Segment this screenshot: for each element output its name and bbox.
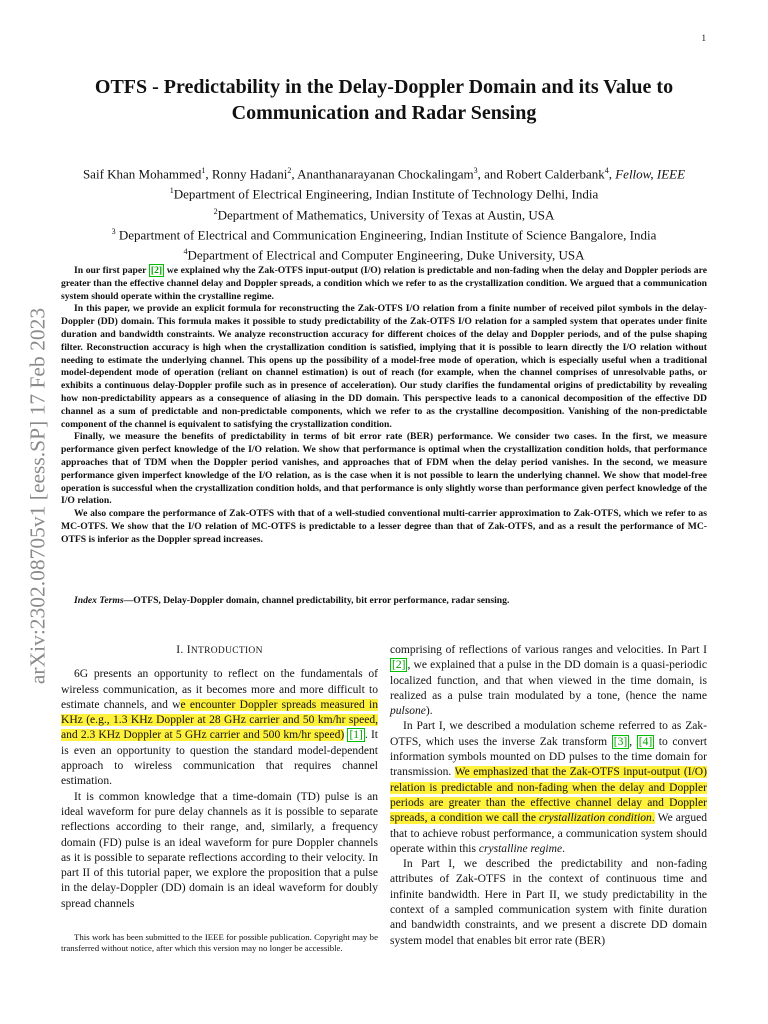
affiliation-superscript: 2 [213,206,218,216]
affiliation-superscript: 1 [169,186,174,196]
author-fellow-note: Fellow, IEEE [615,166,686,182]
emphasis-text: crystallization condition [539,812,652,825]
author-superscript: 4 [604,166,609,175]
affiliation-superscript: 3 [111,226,116,236]
abstract-paragraph [61,265,707,303]
body-text: We argued that to achieve robust performance, a communication system should operate within this [390,812,707,855]
body-text: , we explained that a pulse in the DD domain is a quasi-periodic localized function, and that when viewed in the time domain, is realized as a pulse train modulated by a tone, (hence the name [390,659,707,702]
affiliation-text: Department of Electrical and Communication Engineering, Indian Institute of Science Bangalore, India [115,227,657,243]
title-line-1: OTFS - Predictability in the Delay-Doppler Domain and its Value to [94,76,674,98]
affiliation-3 [60,223,708,243]
affiliation-text: Department of Mathematics, University of Texas at Austin, USA [217,206,555,222]
arxiv-identifier[interactable]: arXiv:2302.08705v1 [eess.SP] 17 Feb 2023 [25,307,50,685]
affiliation-1 [60,182,708,202]
body-text: ). [425,705,433,718]
body-text: , [629,735,637,748]
left-column [61,643,378,912]
citation-link[interactable]: [4] [638,735,653,748]
abstract-text: In our first paper [74,265,149,276]
body-paragraph [390,643,707,719]
body-text: In Part I, we described a modulation scheme referred to as Zak-OTFS, which uses the inverse Zak transform [390,720,707,748]
abstract-text: we explained why the Zak-OTFS input-output (I/O) relation is predictable and non-fading when the delay and Doppler periods are greater than the effective channel delay and Doppler spreads, a condition which we refer to as the crystallization condition. We argued that a communication system should operate within the crystalline regime. [61,265,707,302]
body-paragraph: In Part I, we described the predictability and non-fading attributes of Zak-OTFS in the context of continuous time and infinite bandwidth. Here in Part II, we study predictability in the context of a sampled communication system with finite duration and bandwidth constraints, and we present a discrete DD domain system model that enables bit error rate (BER) [390,858,707,947]
affiliation-superscript: 4 [183,247,188,257]
author-superscript: 3 [473,166,478,175]
body-text: . [562,842,565,855]
index-terms-text: —OTFS, Delay-Doppler domain, channel predictability, bit error performance, radar sensing. [123,595,510,606]
body-text: to convert information symbols mounted on DD pulses to the time domain for transmission. [390,735,707,779]
author-block [60,162,708,264]
footnote [61,932,378,955]
emphasis-text: pulsone [390,705,426,718]
affiliation-4 [60,243,708,263]
author-name: Ananthanarayanan Chockalingam [297,166,474,182]
author-superscript: 1 [201,166,206,175]
index-terms [61,595,707,606]
section-number: I. I [176,644,191,656]
right-column [390,643,707,949]
emphasis-text: crystalline regime [478,842,563,855]
highlighted-text-part: We emphasized that the Zak-OTFS input-output (I/O) relation is predictable and non-fading when the delay and Doppler periods are greater than the effective channel delay and Doppler spreads, a condition we call the [390,766,707,825]
abstract [61,265,707,547]
footnote-text: This work has been submitted to the IEEE for possible publication. Copyright may be transferred without notice, after which this version may no longer be accessible. [61,932,378,954]
highlighted-text: e encounter Doppler spreads measured in KHz (e.g., 1.3 KHz Doppler at 28 GHz carrier and 50 km/hr speed, and 2.3 KHz Doppler at 5 GHz carrier and 500 km/hr speed) [61,698,378,742]
paper-title [60,74,708,126]
section-heading [61,643,378,659]
body-paragraph [61,667,378,789]
abstract-paragraph: Finally, we measure the benefits of predictability in terms of bit error rate (BER) performance. We consider two cases. In the first, we measure performance given perfect knowledge of the I/O relation. We show that performance is optimal when the crystallization condition holds, that performance approaches that of TDM when the Doppler period vanishes, and approaches that of FDM when the delay period vanishes. In the second, we measure performance given imperfect knowledge of the I/O relation, as is the case when it is not possible to learn the underlying channel. We show that model-free operation is successful when the crystallization condition holds, and that performance is only slightly worse than performance given perfect knowledge of the I/O relation. [61,431,707,507]
abstract-paragraph: We also compare the performance of Zak-OTFS with that of a well-studied conventional multi-carrier approximation to Zak-OTFS, which we refer to as MC-OTFS. We show that the I/O relation of MC-OTFS is predictable to a lesser degree than that of Zak-OTFS, and as a result the performance of MC-OTFS is inferior as the Doppler spread increases. [61,508,707,545]
body-text: 6G presents an opportunity to reflect on the fundamentals of wireless communication, as it becomes more and more difficult to estimate channels, and w [61,668,378,711]
body-paragraph: It is common knowledge that a time-domain (TD) pulse is an ideal waveform for pure delay channels as it is possible to separate reflections according to their range, and, similarly, a frequency domain (FD) pulse is an ideal waveform for pure Doppler channels as it is possible to separate reflections according to their velocity. In part II of this tutorial paper, we explore the proposition that a pulse in the delay-Doppler (DD) domain is an ideal waveform for doubly spread channels [61,790,378,910]
affiliation-text: Department of Electrical Engineering, Indian Institute of Technology Delhi, India [173,186,599,202]
page-number: 1 [701,33,706,43]
title-line-2: Communication and Radar Sensing [231,102,537,124]
citation-link[interactable]: [2] [392,659,406,672]
body-paragraph [390,719,707,857]
body-text: . It is even an opportunity to question the standard model-dependent approach to wireless communication that requires channel estimation. [61,729,379,788]
body-text: comprising of reflections of various ranges and velocities. In Part I [390,644,707,656]
affiliation-2 [60,203,708,223]
citation-link[interactable]: [2] [150,265,163,276]
section-title: NTRODUCTION [190,646,263,656]
citation-link[interactable]: [3] [613,735,628,748]
highlighted-text-part: . [651,812,655,825]
author-name: Ronny Hadani [211,166,288,182]
abstract-paragraph: In this paper, we provide an explicit formula for reconstructing the Zak-OTFS I/O relation from a finite number of received pilot symbols in the delay-Doppler (DD) domain. This formula makes it possible to study predictability of the Zak-OTFS I/O relation for a sampled system that operates under finite duration and bandwidth constraints. We analyze reconstruction accuracy for different choices of the delay and Doppler periods, and of the pulse shaping filter. Reconstruction accuracy is high when the crystallization condition is satisfied, implying that it is possible to learn directly the I/O relation without needing to estimate the underlying channel. This opens up the possibility of a model-free mode of operation, which is especially useful when a traditional model-dependent mode of operation (reliant on channel estimation) is out of reach (for example, when the channel comprises of unresolvable paths, or exhibits a continuous delay-Doppler profile such as in presence of acceleration). Our study clarifies the fundamental origins of predictability by revealing how non-predictability appears as a consequence of aliasing in the DD domain. This perspective leads to a canonical decomposition of the effective DD channel as a sum of predictable and non-predictable components, which we refer to as the crystalline decomposition. Vanishing of the non-predictable component of the channel is equivalent to satisfying the crystallization condition. [61,303,707,430]
affiliation-text: Department of Electrical and Computer Engineering, Duke University, USA [187,247,585,263]
author-name: and Robert Calderbank [484,166,605,182]
index-terms-label: Index Terms [74,595,124,606]
author-name: Saif Khan Mohammed [82,166,202,182]
citation-link[interactable]: [1] [349,729,363,742]
author-superscript: 2 [287,166,292,175]
author-list: Saif Khan Mohammed$^1$, Ronny Hadani$^2$, Ananthanarayanan Chockalingam$^3$, and Robert Calderbank$^4$, Fellow, IEEE [82,166,686,182]
